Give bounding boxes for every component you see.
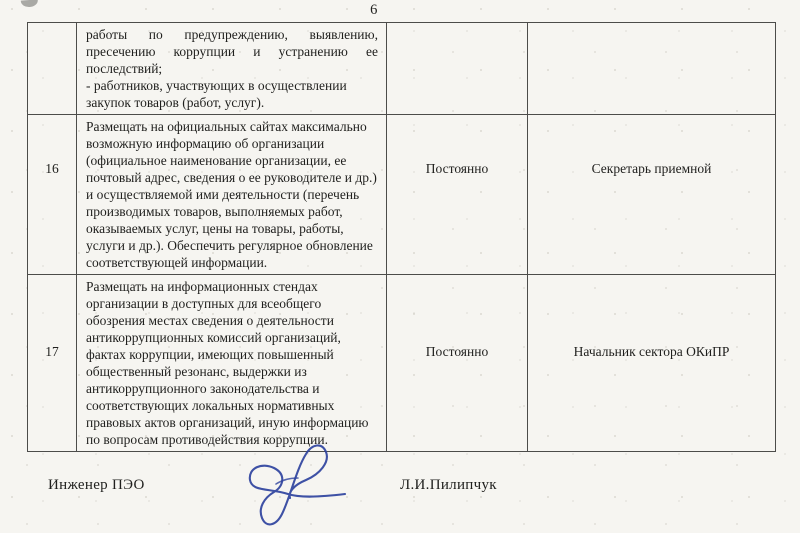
responsible-cell: Секретарь приемной bbox=[528, 115, 776, 275]
table-row-continuation bbox=[28, 23, 776, 115]
scan-artifact-smudge bbox=[21, 0, 38, 8]
task-line: - работников, участвующих в осуществлении bbox=[86, 78, 347, 93]
signer-name: Л.И.Пилипчук bbox=[400, 477, 497, 493]
task-cell: Размещать на информационных стендах организации в доступных для всеобщего обозрения местах сведения о деятельности антикоррупционных комиссий организаций, фактах коррупции, имеющих повышенный общественный резонанс, выдержки из антикоррупционного законодательства и соответствующих локальных нормативных правовых актов организаций, иную информацию по вопросам противодействия коррупции. bbox=[77, 275, 387, 452]
responsible-cell bbox=[528, 23, 776, 115]
page-number: 6 bbox=[370, 2, 378, 18]
task-line: работы по предупреждению, выявлению, bbox=[86, 27, 378, 42]
responsible-cell: Начальник сектора ОКиПР bbox=[528, 275, 776, 452]
action-plan-table bbox=[27, 22, 776, 452]
table-row-16 bbox=[28, 115, 776, 275]
table-row-17 bbox=[28, 275, 776, 452]
row-number-cell: 16 bbox=[28, 115, 77, 275]
task-cell: Размещать на официальных сайтах максимально возможную информацию об организации (официальное наименование организации, ее почтовый адрес, сведения о ее руководителе и др.) и осуществляемой ими деятельности (перечень производимых товаров, выполняемых работ, оказываемых услуг, цены на товары, работы, услуги и др.). Обеспечить регулярное обновление соответствующей информации. bbox=[77, 115, 387, 275]
row-number-cell bbox=[28, 23, 77, 115]
handwritten-signature-icon bbox=[232, 436, 350, 533]
frequency-cell bbox=[387, 23, 528, 115]
frequency-cell: Постоянно bbox=[387, 275, 528, 452]
task-line: закупок товаров (работ, услуг). bbox=[86, 95, 265, 110]
task-line: последствий; bbox=[86, 61, 163, 76]
row-number-cell: 17 bbox=[28, 275, 77, 452]
task-cell bbox=[77, 23, 387, 115]
task-line: пресечению коррупции и устранению ее bbox=[86, 44, 378, 59]
frequency-cell: Постоянно bbox=[387, 115, 528, 275]
signer-position-title: Инженер ПЭО bbox=[48, 477, 145, 493]
